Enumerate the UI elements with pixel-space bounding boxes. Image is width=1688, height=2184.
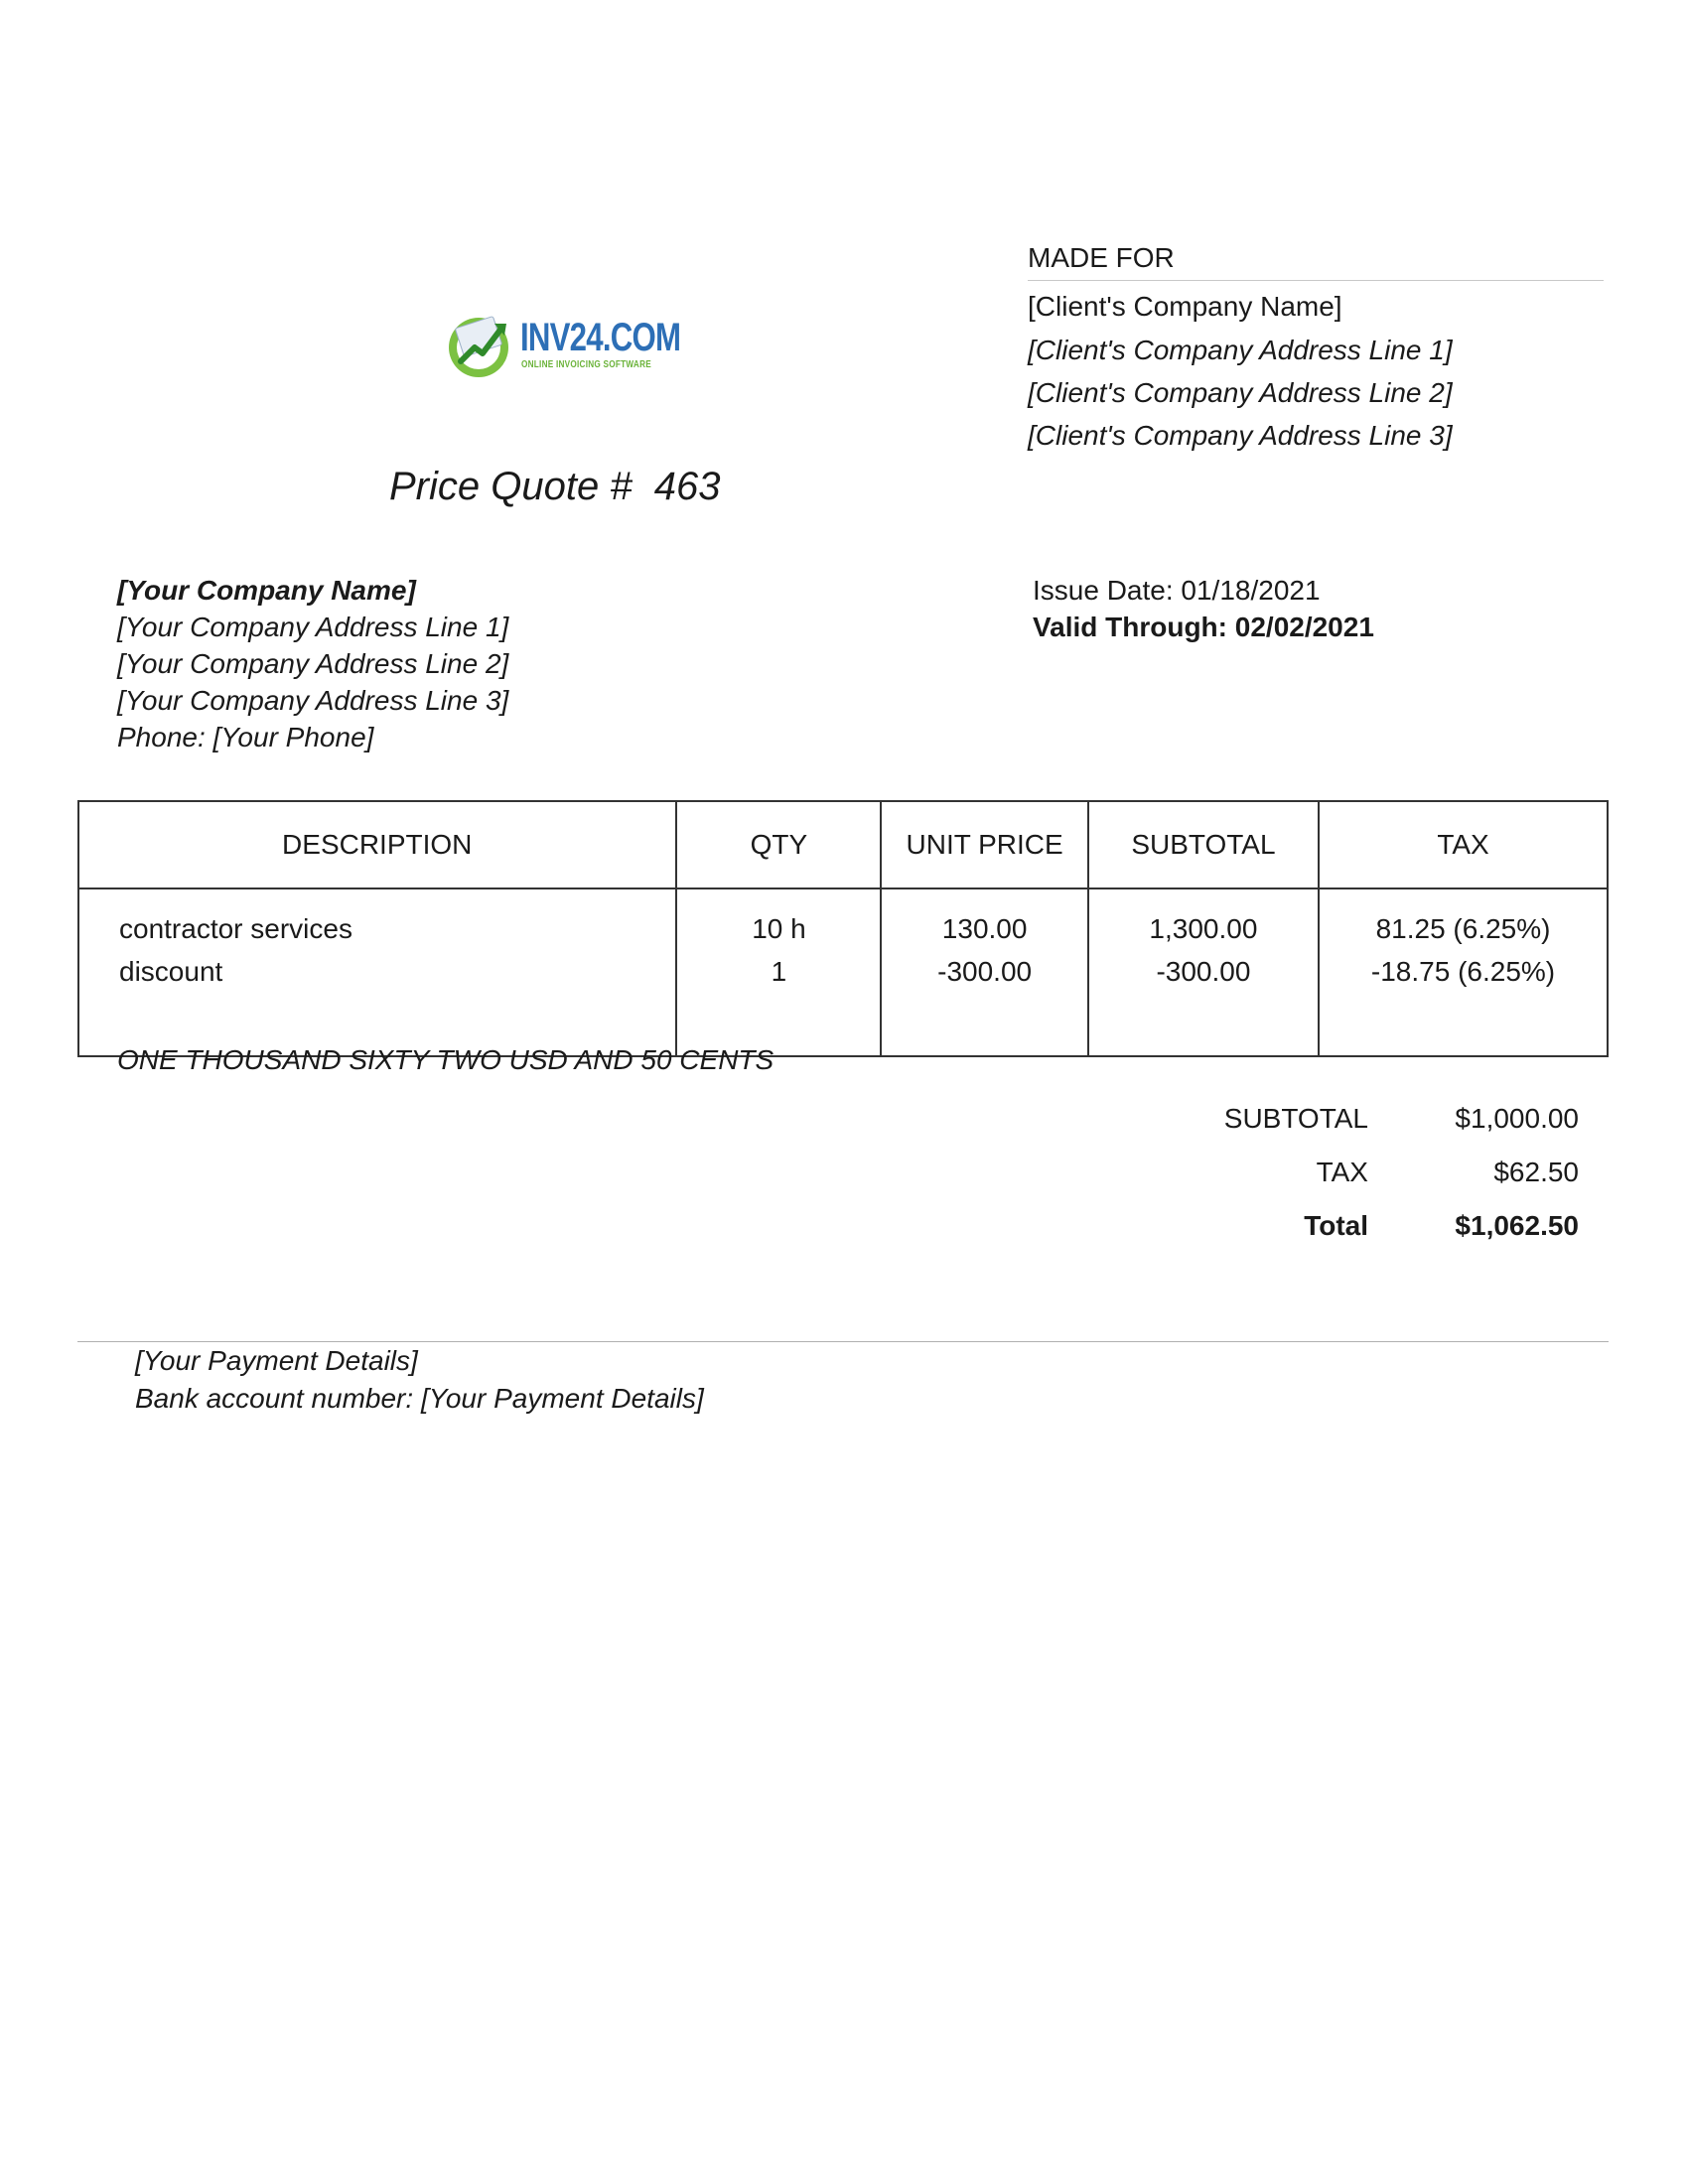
- made-for-label: MADE FOR: [1028, 236, 1604, 281]
- unit-price-cell: [881, 888, 1087, 1056]
- totals-block: [1092, 1092, 1579, 1253]
- item-unit-price: -300.00: [937, 956, 1033, 987]
- amount-in-words: ONE THOUSAND SIXTY TWO USD AND 50 CENTS: [117, 1044, 774, 1075]
- bank-account-number: Bank account number: [Your Payment Details]: [135, 1383, 704, 1414]
- item-qty: 1: [771, 956, 787, 987]
- client-company-name: [Client's Company Name]: [1028, 291, 1342, 322]
- tax-cell: [1319, 888, 1608, 1056]
- item-qty: 10 h: [752, 913, 806, 944]
- total-value: $1,062.50: [1455, 1210, 1579, 1241]
- table-row: [78, 888, 1608, 1056]
- subtotal-cell: [1088, 888, 1319, 1056]
- document-title: Price Quote # 463: [389, 465, 721, 508]
- subtotal-value: $1,000.00: [1455, 1103, 1579, 1134]
- sender-address-line: [Your Company Address Line 3]: [117, 685, 509, 716]
- sender-address-line: [Your Company Address Line 2]: [117, 648, 509, 679]
- sender-company-name: [Your Company Name]: [117, 575, 416, 606]
- column-header-subtotal: SUBTOTAL: [1088, 801, 1319, 888]
- item-description: discount: [119, 956, 223, 987]
- item-tax: 81.25 (6.25%): [1375, 913, 1551, 944]
- sender-phone: Phone: [Your Phone]: [117, 722, 374, 752]
- dates-block: [1033, 572, 1374, 645]
- item-subtotal: -300.00: [1156, 956, 1251, 987]
- tax-row: [1092, 1146, 1579, 1199]
- subtotal-label: SUBTOTAL: [1223, 1103, 1368, 1134]
- valid-through-date: Valid Through: 02/02/2021: [1033, 612, 1374, 642]
- total-row: [1092, 1199, 1579, 1253]
- logo-icon: [445, 310, 516, 379]
- company-logo: [445, 310, 681, 379]
- item-tax: -18.75 (6.25%): [1370, 956, 1556, 987]
- items-table: [77, 800, 1609, 1057]
- table-header-row: [78, 801, 1608, 888]
- payment-details: [Your Payment Details]: [135, 1345, 418, 1376]
- sender-address-line: [Your Company Address Line 1]: [117, 612, 509, 642]
- sender-company-block: [117, 572, 508, 755]
- tax-label: TAX: [1316, 1157, 1368, 1187]
- logo-subtitle: ONLINE INVOICING SOFTWARE: [521, 359, 651, 370]
- column-header-tax: TAX: [1319, 801, 1608, 888]
- item-unit-price: 130.00: [941, 913, 1028, 944]
- payment-details-block: [135, 1342, 704, 1418]
- client-address-line: [Client's Company Address Line 1]: [1028, 335, 1453, 365]
- total-label: Total: [1304, 1210, 1368, 1241]
- column-header-description: DESCRIPTION: [78, 801, 676, 888]
- subtotal-row: [1092, 1092, 1579, 1146]
- column-header-unit-price: UNIT PRICE: [881, 801, 1087, 888]
- client-address-line: [Client's Company Address Line 2]: [1028, 377, 1453, 408]
- item-subtotal: 1,300.00: [1149, 913, 1258, 944]
- qty-cell: [676, 888, 881, 1056]
- tax-value: $62.50: [1493, 1157, 1579, 1187]
- made-for-block: [1028, 236, 1604, 457]
- client-address-line: [Client's Company Address Line 3]: [1028, 420, 1453, 451]
- issue-date: Issue Date: 01/18/2021: [1033, 575, 1321, 606]
- column-header-qty: QTY: [676, 801, 881, 888]
- description-cell: [78, 888, 676, 1056]
- item-description: contractor services: [119, 913, 352, 944]
- logo-text: INV24.COM: [520, 316, 681, 359]
